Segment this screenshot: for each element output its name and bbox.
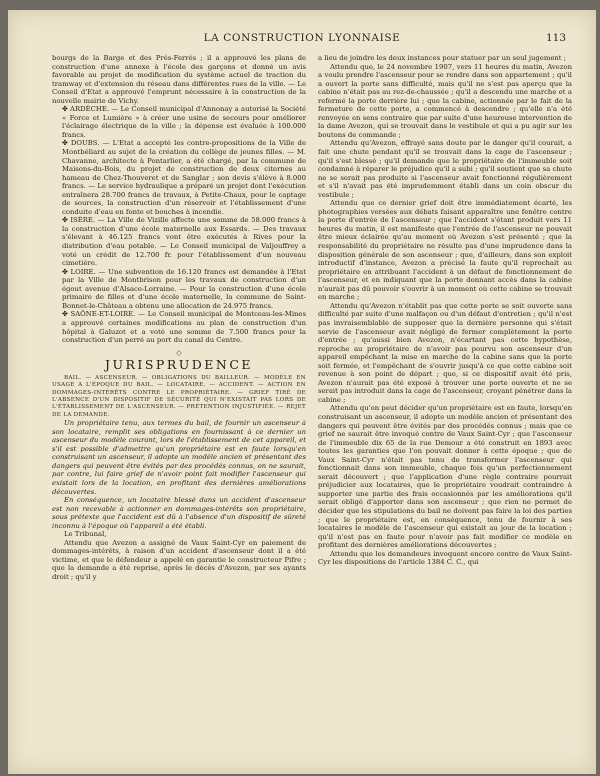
running-title: LA CONSTRUCTION LYONNAISE bbox=[203, 32, 401, 44]
judgment-paragraph: a lieu de joindre les deux instances pour statuer par un seul jugement ; bbox=[318, 54, 567, 62]
judgment-paragraph: Attendu que, le 24 novembre 1907, vers 11 heures du matin, Avezon a voulu prendre l'ascenseur pour se rendre dans son appartement ; qu'il a ouvert la porte sans difficulté, mais qu'il ne s'est pas aperçu que la cabine n'était pas au rez-de-chaussée ; qu'il a descendu une marche et a refermé la porte derrière lui ; que la cabine, actionnée par le fait de la fermeture de cette porte, a commencé à descendre ; qu'elle n'a été renvoyée en sens contraire que par suite d'une heureuse intervention de la dame Avezon, qui se trouvait dans le vestibule et qui a pu agir sur les boutons de commande ; bbox=[318, 62, 572, 139]
court-heading: Le Tribunal, bbox=[64, 530, 107, 539]
judgment-paragraph: Attendu qu'on peut décider qu'un propriétaire est en faute, lorsqu'en construisant un ascenseur, il adopte un modèle ancien et présentant des dangers qui peuvent être évités par des procédés connus ; mais que ce grief ne saurait être invoqué contre de Vaux Saint-Cyr ; que l'ascenseur de l'immeuble dix 65 de la rue Demour a été construit en 1893 avec toutes les garanties que l'on pouvait donner à cette époque ; que de Vaux Saint-Cyr n'était pas tenu de transformer l'ascenseur qui fonctionnait dans son immeuble, chaque fois qu'un perfectionnement serait découvert ; que l'application d'une règle contraire pourrait préjudicier aux locataires, que le propriétaire voudrait contraindre à supporter une partie des frais occasionnés par les améliorations qu'il serait obligé d'apporter dans son ascenseur ; que rien ne permet de décider que les stipulations du bail ne doivent pas faire la loi des parties ; que le propriétaire est, en conséquence, tenu de fournir à ses locataires le modèle de l'ascenseur qui existait au jour de la location ; qu'il n'est pas en faute pour n'avoir pas fait modifier ce modèle en profitant des dernières améliorations découvertes ; bbox=[318, 404, 572, 550]
judgment-paragraph: Attendu que les demandeurs invoquent encore contre de Vaux Saint-Cyr les dispositions de l'article 1384 C. C., qui bbox=[318, 549, 572, 567]
page-header bbox=[8, 32, 596, 46]
page-number: 113 bbox=[545, 32, 566, 44]
judgment-paragraph: Attendu qu'Avezon n'établit pas que cette porte se soit ouverte sans difficulté par suite d'une malfaçon ou d'un défaut d'entretien ; qu'il n'est pas invraisemblable de supposer que la dernière personne qui s'était servie de l'ascenseur avait négligé de fermer complètement la porte d'entrée ; qu'aussi bien Avezon, n'écartant pas cette hypothèse, reproche au propriétaire de n'avoir pas pourvu son ascenseur d'un appareil empêchant la mise en marche de la cabine sans que la porte soit fermée, et l'empêchant de s'ouvrir jusqu'à ce que cette cabine soit revenue à son point de départ ; que, si ce dispositif avait été pris, Avezon n'aurait pas été exposé à trouver une porte ouverte et ne se serait pas introduit dans la cage de l'ascenseur, croyant pénétrer dans la cabine ; bbox=[318, 301, 572, 404]
news-paragraph: ✤ LOIRE. — Une subvention de 16.120 francs est demandée à l'Etat par la Ville de Montbrison pour les travaux de construction d'un égout avenue d'Alsace-Lorraine. — Pour la construction d'une école primaire de filles et d'une école maternelle, la commune de Saint-Bonnet-le-Château a obtenu une allocation de 24.975 francs. bbox=[62, 267, 306, 310]
news-paragraph: ✤ SAÔNE-ET-LOIRE. — Le Conseil municipal de Montceau-les-Mines a approuvé certaines modifications au plan de construction d'un hôpital à Galuzot et a voté une somme de 7.500 francs pour la construction d'un perré au port du canal du Centre. bbox=[62, 310, 306, 345]
right-column bbox=[318, 54, 572, 762]
left-column bbox=[52, 54, 306, 762]
judgment-paragraph: Attendu que ce dernier grief doit être immédiatement écarté, les photographies versées aux débats faisant apparaître une fenêtre contre la porte d'entrée de l'ascenseur ; que l'accident s'étant produit vers 11 heures du matin, il est manifeste que l'entrée de l'ascenseur ne pouvait être mieux éclairée qu'au moment où Avezon s'est présenté ; que la responsabilité du propriétaire ne résulte pas d'une imprudence dans la disposition générale de son ascenseur ; que, d'ailleurs, dans son exploit introductif d'instance, Avezon a précisé la faute qu'il reprochait au propriétaire en attribuant l'accident à un défaut de fonctionnement de l'ascenseur, et en indiquant que la porte donnant accès dans la cabine n'aurait pas dû pouvoir s'ouvrir à un moment où cette cabine se trouvait en marche ; bbox=[318, 199, 572, 302]
case-summary: BAIL. — ASCENSEUR. — OBLIGATIONS DU BAILLEUR. — MODÈLE EN USAGE A L'ÉPOQUE DU BAIL. — LOCATAIRE. — ACCIDENT. — ACTION EN DOMMAGES-INTÉRÊTS CONTRE LE PROPRIÉTAIRE. — GRIEF TIRÉ DE L'ABSENCE D'UN DISPOSITIF DE SÉCURITÉ QUI N'EXISTAIT PAS LORS DE L'ÉTABLISSEMENT DE L'ASCENSEUR. — PRÉTENTION INJUSTIFIÉE. — REJET DE LA DEMANDE. bbox=[52, 374, 306, 418]
document-page bbox=[8, 10, 596, 774]
news-paragraph: ✤ ARDÈCHE. — Le Conseil municipal d'Annonay a autorisé la Société « Force et Lumière » à créer une usine de secours pour améliorer l'éclairage électrique de la ville ; la dépense est évaluée à 100.000 francs. bbox=[62, 105, 306, 139]
case-holding: En conséquence, un locataire blessé dans un accident d'ascenseur est non recevable à actionner en dommages-intérêts son propriétaire, sous prétexte que l'accident est dû à l'absence d'un dispositif de sûreté inconnu à l'époque où l'appareil a été établi. bbox=[52, 496, 306, 530]
section-separator: ◇ bbox=[176, 348, 182, 357]
news-paragraph: bourgs de la Barge et des Prés-Ferrés ; il a approuvé les plans de construction d'une annexe à l'école des garçons et donné un avis favorable au projet de modification du système actuel de traction du tramway et d'extension du réseau dans différentes rues de la ville. — Le Conseil d'Etat a approuvé l'emprunt nécessaire à la construction de la nouvelle mairie de Vichy. bbox=[52, 54, 306, 105]
news-paragraph: ✤ DOUBS. — L'Etat a accepté les contre-propositions de la Ville de Montbéliard au sujet de la création du collège de jeunes filles. — M. Chavanne, architecte à Pontarlier, a été chargé, par la commune de Maisons-du-Bois, du projet de construction de deux citernes au hameau de Chez-Thouveret et de Sanglar ; son devis s'élève à 8.000 francs. — Le service hydraulique a préparé un projet dont l'exécution entraînera 28.700 francs de travaux, à Petite-Chaux, pour le captage de sources, la construction d'un réservoir et l'établissement d'une conduite d'eau en fonte et bouches à incendie. bbox=[62, 139, 306, 216]
section-title: JURISPRUDENCE bbox=[104, 357, 254, 373]
news-paragraph: ✤ ISÈRE. — La Ville de Vizille affecte une somme de 58.000 francs à la construction d'une école maternelle aux Essards. — Des travaux s'élevant à 46.125 francs vont être exécutés à Rives pour la distribution d'eau potable. — Le Conseil municipal de Valjouffrey a voté un crédit de 12.700 fr. pour l'établissement d'un nouveau cimetière. bbox=[62, 216, 306, 268]
case-holding: Un propriétaire tenu, aux termes du bail, de fournir un ascenseur à son locataire, remplit ses obligations en fournissant à ce dernier un ascenseur du modèle courant, lors de l'établissement de cet appareil, et s'il est possible d'admettre qu'un propriétaire est en faute lorsqu'en construisant un ascenseur, il adopte un modèle ancien et présentant des dangers qui peuvent être évités par des procédés connus, on ne saurait, par contre, lui faire grief de n'avoir point fait modifier l'ascenseur qui existait lors de la location, en profitant des dernières améliorations découvertes. bbox=[52, 419, 306, 496]
judgment-paragraph: Attendu qu'Avezon, effrayé sans doute par le danger qu'il courait, a fait une chute pendant qu'il se trouvait dans la cage de l'ascenseur ; qu'il s'est blessé ; qu'il demande que le propriétaire de l'immeuble soit condamné à réparer le préjudice qu'il a subi ; qu'il soutient que sa chute ne se serait pas produite si l'ascenseur avait fonctionné régulièrement et s'il n'avait pas été imprudemment établi dans un coin obscur du vestibule ; bbox=[318, 139, 572, 199]
judgment-paragraph: Attendu que Avezon a assigné de Vaux Saint-Cyr en paiement de dommages-intérêts, à raison d'un accident d'ascenseur dont il a été victime, et que le défendeur a appelé en garantie le constructeur Pifre ; que la demande a été reprise, après le décès d'Avezon, par ses ayants droit ; qu'il y bbox=[52, 538, 306, 581]
